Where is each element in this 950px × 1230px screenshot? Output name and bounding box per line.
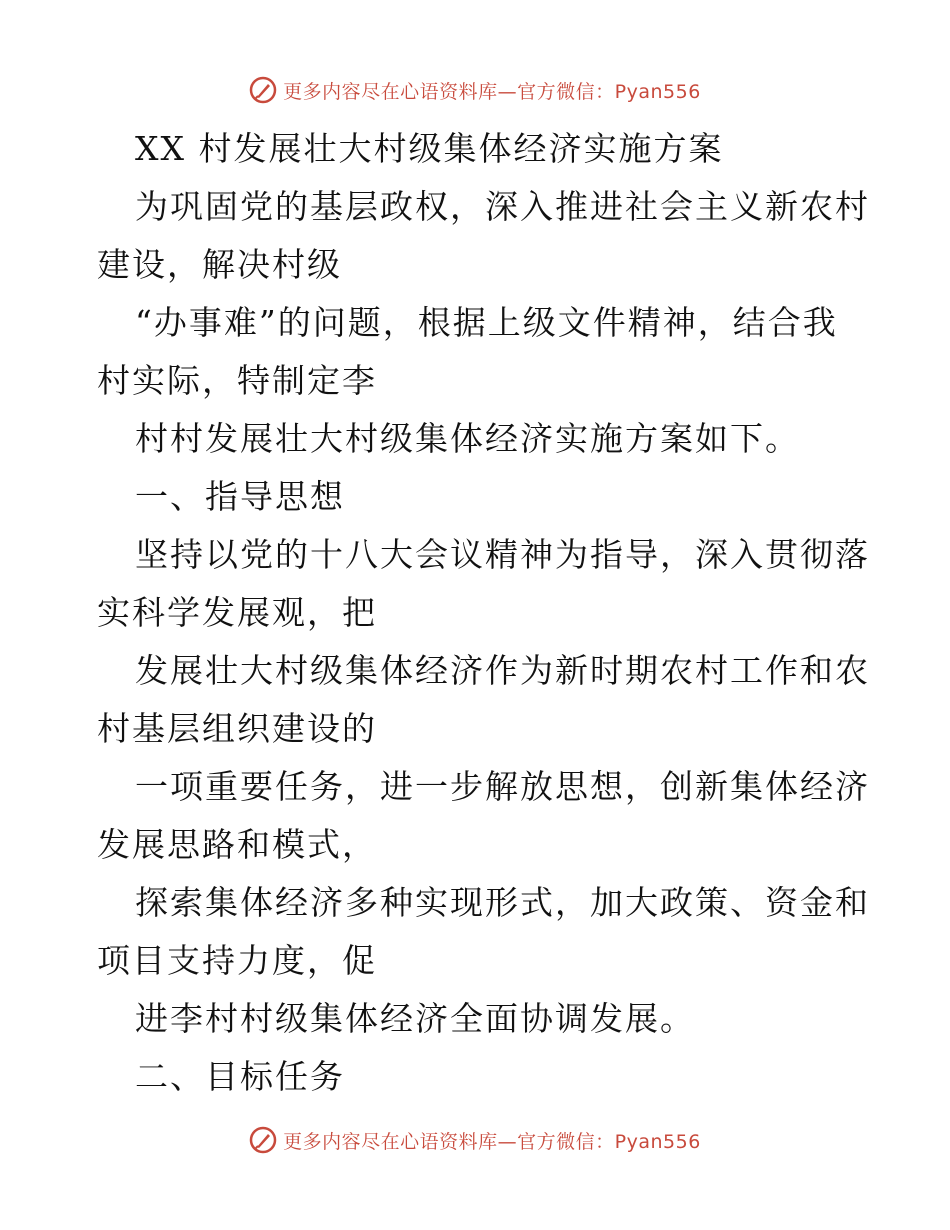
paragraph-line: 一项重要任务，进一步解放思想，创新集体经济 (135, 767, 870, 806)
paragraph-line: 进李村村级集体经济全面协调发展。 (135, 999, 695, 1038)
paragraph-line: 项目支持力度，促 (97, 941, 377, 980)
quill-pen-icon (249, 1126, 277, 1154)
header-watermark (0, 72, 950, 108)
footer-watermark (0, 1122, 950, 1158)
paragraph-line: 坚持以党的十八大会议精神为指导，深入贯彻落 (135, 535, 870, 574)
watermark-text: 更多内容尽在心语资料库—官方微信：Pyan556 (283, 1130, 701, 1153)
paragraph-line: 实科学发展观，把 (97, 593, 377, 632)
section-heading: 二、目标任务 (135, 1057, 345, 1096)
paragraph-line: “办事难”的问题，根据上级文件精神，结合我 (135, 303, 838, 342)
paragraph-line: 村基层组织建设的 (97, 709, 377, 748)
quill-pen-icon (249, 76, 277, 104)
document-title: XX 村发展壮大村级集体经济实施方案 (135, 129, 724, 168)
paragraph-line: 建设，解决村级 (97, 245, 342, 284)
paragraph-line: 村村发展壮大村级集体经济实施方案如下。 (135, 419, 800, 458)
watermark-text: 更多内容尽在心语资料库—官方微信：Pyan556 (283, 80, 701, 103)
paragraph-line: 发展思路和模式， (97, 825, 377, 864)
paragraph-line: 发展壮大村级集体经济作为新时期农村工作和农 (135, 651, 870, 690)
paragraph-line: 村实际，特制定李 (97, 361, 377, 400)
paragraph-line: 为巩固党的基层政权，深入推进社会主义新农村 (135, 187, 870, 226)
paragraph-line: 探索集体经济多种实现形式，加大政策、资金和 (135, 883, 870, 922)
section-heading: 一、指导思想 (135, 477, 345, 516)
document-body (97, 120, 870, 1106)
